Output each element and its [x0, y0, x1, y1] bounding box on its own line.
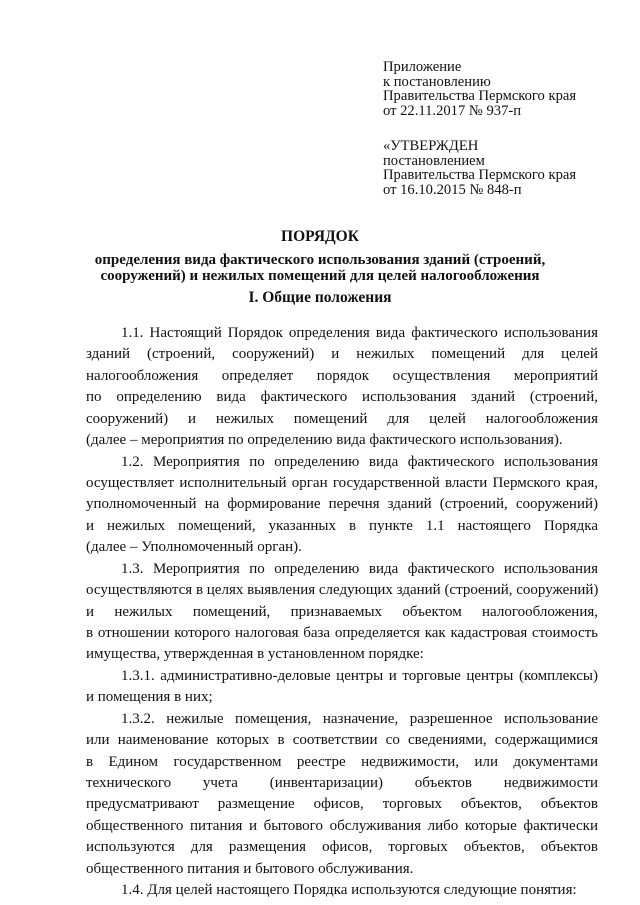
body-line: 1.3.1. административно-деловые центры и торговые центры (комплексы): [121, 667, 598, 684]
body-line: уполномоченный на формирование перечня зданий (строений, сооружений): [86, 496, 598, 513]
body-line: 1.1. Настоящий Порядок определения вида фактического использования: [121, 325, 598, 341]
body-line: осуществляются в целях выявления следующих зданий (строений, сооружений): [86, 582, 599, 599]
body-line: (далее – мероприятия по определению вида фактического использования).: [86, 432, 563, 449]
approval-line: «УТВЕРЖДЕН: [383, 138, 479, 154]
body-line: технического учета (инвентаризации) объектов недвижимости: [86, 774, 598, 791]
subtitle-line: сооружений) и нежилых помещений для целей налогообложения: [100, 268, 540, 284]
body-line: 1.3. Мероприятия по определению вида фактического использования: [121, 560, 598, 577]
body-line: налогообложения определяет порядок осуществления мероприятий: [86, 367, 598, 384]
appendix-note: [383, 60, 576, 118]
body-line: и нежилых помещений, признаваемых объектом налогообложения,: [86, 603, 598, 620]
body-line: сооружений) и нежилых помещений для целей налогообложения: [86, 410, 598, 427]
body-line: в отношении которого налоговая база определяется как кадастровая стоимость: [86, 624, 598, 641]
body-line: 1.2. Мероприятия по определению вида фактического использования: [121, 453, 598, 470]
body-line: общественного питания и бытового обслуживания либо которые фактически: [86, 817, 598, 834]
body-line: 1.4. Для целей настоящего Порядка используются следующие понятия:: [121, 882, 577, 898]
body-line: осуществляет исполнительный орган государственной власти Пермского края,: [86, 475, 598, 491]
approval-line: постановлением: [383, 152, 485, 169]
appendix-line: от 22.11.2017 № 937-п: [383, 102, 522, 119]
document-subtitle: [0, 252, 640, 284]
body-line: 1.3.2. нежилые помещения, назначение, разрешенное использование: [121, 710, 598, 727]
approval-line: Правительства Пермского края: [383, 167, 577, 184]
body-line: или наименование которых в соответствии со сведениями, содержащимися: [86, 732, 598, 748]
body-line: используются для размещения офисов, торговых объектов, объектов: [86, 839, 598, 856]
appendix-line: к постановлению: [383, 73, 491, 90]
body-line: и помещения в них;: [86, 689, 213, 706]
approval-line: от 16.10.2015 № 848-п: [383, 181, 522, 198]
body-line: общественного питания и бытового обслуживания.: [86, 860, 414, 877]
body-line: (далее – Уполномоченный орган).: [86, 539, 302, 556]
body-line: предусматривают размещение офисов, торговых объектов, объектов: [86, 796, 598, 813]
approval-note: [383, 139, 576, 197]
section-heading: I. Общие положения: [248, 289, 392, 306]
body-line: зданий (строений, сооружений) и нежилых помещений для целей: [86, 346, 598, 363]
body-line: по определению вида фактического использования зданий (строений,: [86, 389, 598, 406]
body-line: и нежилых помещений, указанных в пункте 1.1 настоящего Порядка: [86, 517, 598, 534]
appendix-line: Приложение: [383, 59, 462, 75]
body-line: имущества, утвержденная в установленном порядке:: [86, 646, 424, 663]
subtitle-line: определения вида фактического использования зданий (строений,: [94, 252, 546, 268]
appendix-line: Правительства Пермского края: [383, 88, 577, 105]
document-title: ПОРЯДОК: [281, 228, 359, 245]
body-line: в Едином государственном реестре недвижимости, или документами: [86, 753, 598, 770]
